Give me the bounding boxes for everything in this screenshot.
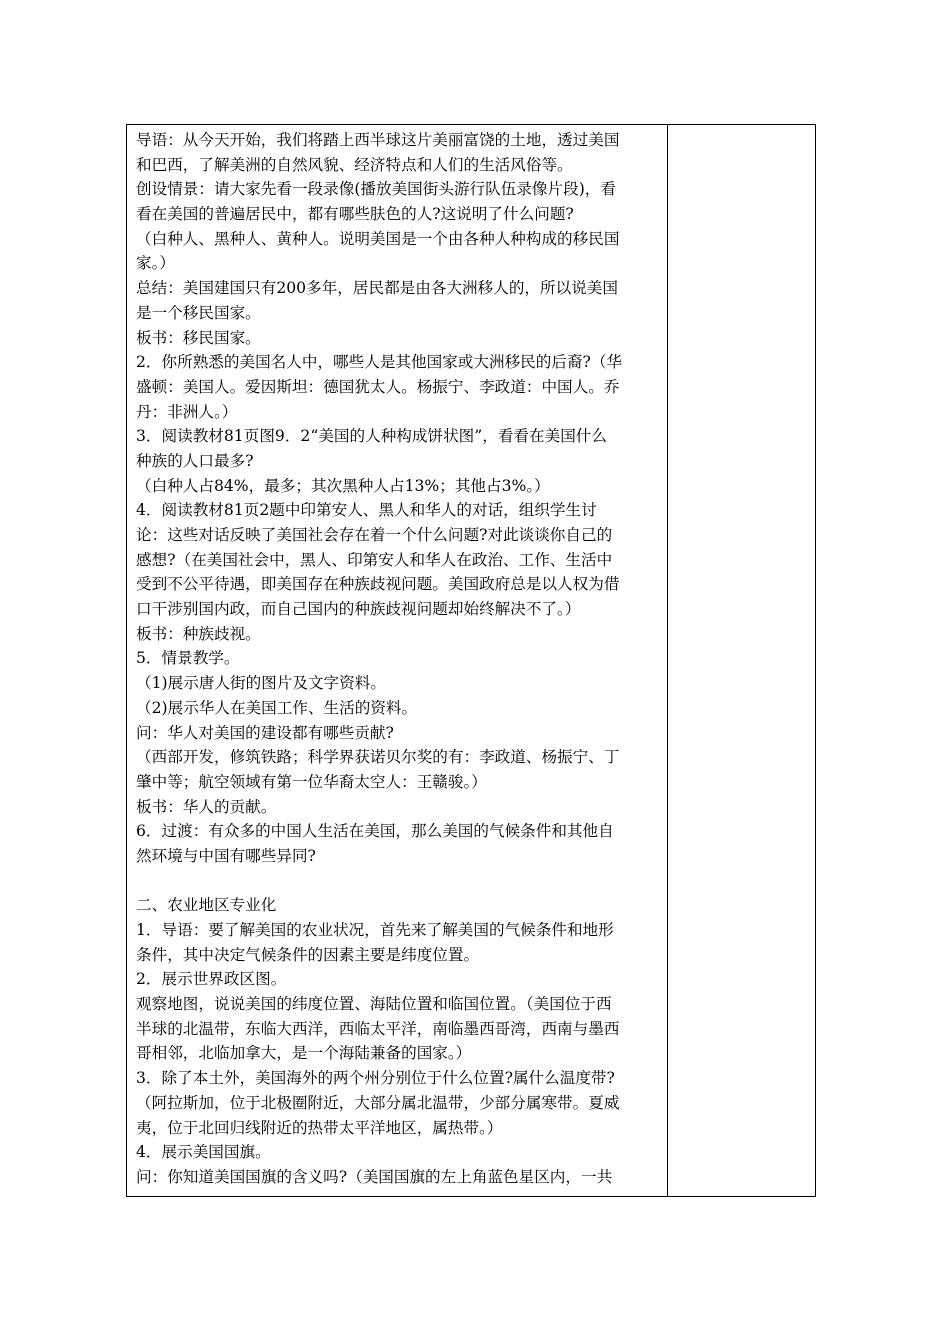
text-line: 导语：从今天开始，我们将踏上西半球这片美丽富饶的土地，透过美国	[136, 131, 620, 149]
text-line: （西部开发，修筑铁路；科学界获诺贝尔奖的有：李政道、杨振宁、丁	[136, 748, 620, 767]
text-line: 问：华人对美国的建设都有哪些贡献?	[136, 723, 394, 742]
text-line: 板书：种族歧视。	[136, 624, 261, 643]
lesson-table	[126, 124, 816, 1197]
text-line: 然环境与中国有哪些异同?	[136, 846, 316, 865]
text-line: 盛顿：美国人。爱因斯坦：德国犹太人。杨振宁、李政道：中国人。乔	[136, 377, 620, 396]
text-line: 5．情景教学。	[136, 649, 240, 668]
text-line: 板书：华人的贡献。	[136, 797, 277, 816]
text-line: 二、农业地区专业化	[136, 896, 277, 915]
text-line: 受到不公平待遇，即美国存在种族歧视问题。美国政府总是以人权为借	[136, 575, 620, 594]
text-line: 半球的北温带，东临大西洋，西临太平洋，南临墨西哥湾，西南与墨西	[136, 1019, 620, 1038]
text-line: 丹：非洲人。）	[136, 402, 238, 421]
text-line: 3．除了本土外，美国海外的两个州分别位于什么位置?属什么温度带?	[136, 1069, 615, 1088]
text-line: 论：这些对话反映了美国社会存在着一个什么问题?对此谈谈你自己的	[136, 526, 613, 544]
text-line: 4．阅读教材81页2题中印第安人、黑人和华人的对话，组织学生讨	[136, 501, 597, 520]
text-line: 3．阅读教材81页图9．2“美国的人种构成饼状图”，看看在美国什么	[136, 427, 607, 446]
text-line: 2．展示世界政区图。	[136, 970, 287, 989]
blank-line	[136, 869, 659, 894]
text-line: 问：你知道美国国旗的含义吗?（美国国旗的左上角蓝色星区内，一共	[136, 1167, 613, 1186]
text-line: 口干涉别国内政，而自己国内的种族歧视问题却始终解决不了。）	[136, 600, 581, 619]
notes-cell	[668, 125, 815, 1196]
text-line: 夷，位于北回归线附近的热带太平洋地区，属热带。）	[136, 1118, 503, 1137]
lesson-content-cell	[127, 125, 668, 1196]
text-line: （白种人、黑种人、黄种人。说明美国是一个由各种人种构成的移民国	[136, 229, 620, 248]
text-line: （阿拉斯加，位于北极圈附近，大部分属北温带，少部分属寒带。夏威	[136, 1093, 620, 1112]
text-line: 种族的人口最多?	[136, 451, 254, 470]
text-line: 和巴西，了解美洲的自然风貌、经济特点和人们的生活风俗等。	[136, 155, 573, 174]
text-line: 2．你所熟悉的美国名人中，哪些人是其他国家或大洲移民的后裔?（华	[136, 353, 623, 372]
text-line: 4．展示美国国旗。	[136, 1143, 271, 1162]
text-line: 家。）	[136, 254, 175, 273]
text-line: （白种人占84%，最多；其次黑种人占13%；其他占3%。）	[136, 476, 550, 495]
text-line: 总结：美国建国只有200多年，居民都是由各大洲移人的，所以说美国	[136, 279, 618, 298]
text-line: 哥相邻，北临加拿大，是一个海陆兼备的国家。）	[136, 1044, 472, 1063]
text-line: 板书：移民国家。	[136, 328, 261, 347]
text-line: 肇中等；航空领域有第一位华裔太空人：王赣骏。）	[136, 772, 487, 791]
text-line: 条件，其中决定气候条件的因素主要是纬度位置。	[136, 945, 480, 964]
text-line: 看在美国的普遍居民中，都有哪些肤色的人?这说明了什么问题?	[136, 205, 574, 224]
text-line: （2)展示华人在美国工作、生活的资料。	[136, 698, 418, 717]
text-line: 观察地图，说说美国的纬度位置、海陆位置和临国位置。（美国位于西	[136, 995, 612, 1014]
text-line: 感想?（在美国社会中，黑人、印第安人和华人在政治、工作、生活中	[136, 550, 613, 569]
text-line: 6．过渡：有众多的中国人生活在美国，那么美国的气候条件和其他自	[136, 822, 614, 841]
text-line: 创设情景：请大家先看一段录像(播放美国街头游行队伍录像片段)，看	[136, 180, 616, 199]
text-line: 1．导语：要了解美国的农业状况，首先来了解美国的气候条件和地形	[136, 921, 614, 939]
text-line: （1)展示唐人街的图片及文字资料。	[136, 674, 386, 693]
text-line: 是一个移民国家。	[136, 303, 261, 322]
